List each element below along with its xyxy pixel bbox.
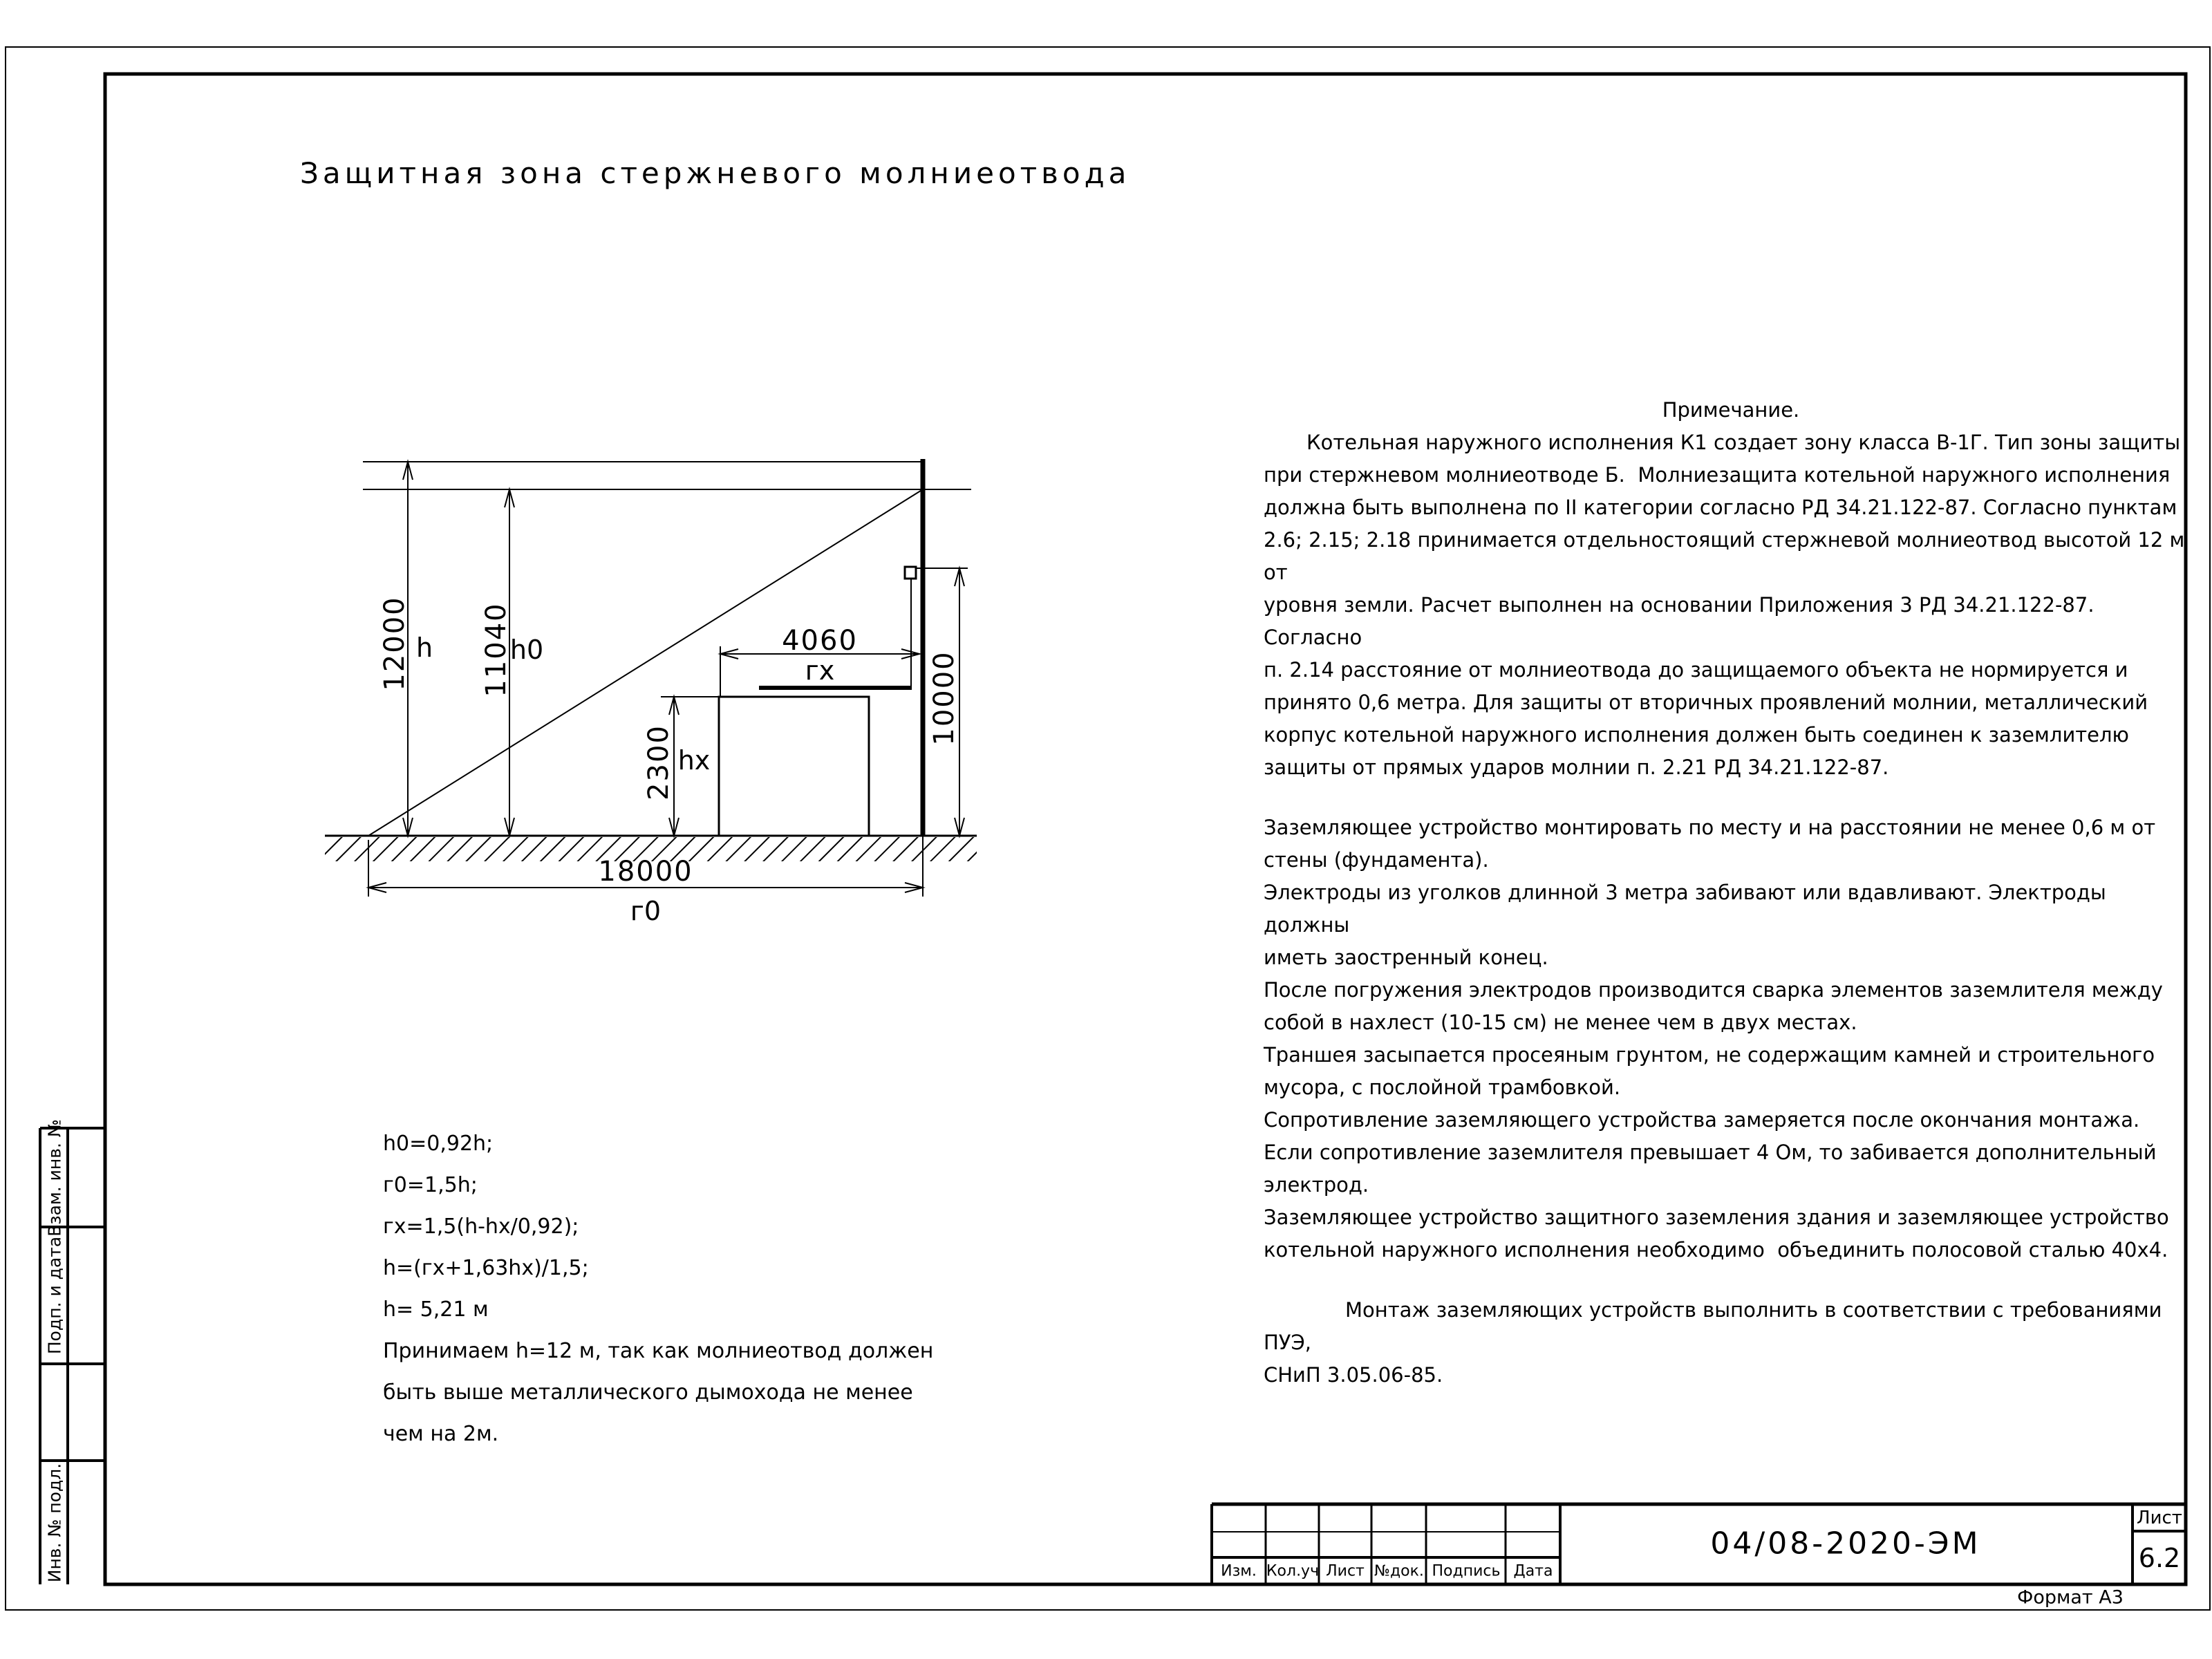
calc-line: h0=0,92h; [383, 1132, 494, 1156]
sheet-label: Лист [2137, 1508, 2182, 1528]
note-line: СНиП 3.05.06-85. [1264, 1363, 1443, 1387]
note-line: Примечание. [1662, 398, 1800, 422]
boiler-building [719, 697, 869, 836]
titleblock-col-izm: Изм. [1221, 1562, 1257, 1580]
h-label: h [415, 632, 433, 663]
note-line: собой в нахлест (10-15 см) не менее чем в двух местах. [1264, 1011, 1857, 1034]
rx-label: гх [805, 655, 835, 686]
note-line: защиты от прямых ударов молнии п. 2.21 РД 34.21.122-87. [1264, 756, 1889, 779]
dim-total-height-label: 12000 [379, 596, 411, 691]
calc-line: г0=1,5h; [383, 1173, 478, 1197]
note-line: Электроды из уголков длинной 3 метра забивают или вдавливают. Электроды должны [1264, 881, 2113, 937]
note-line: корпус котельной наружного исполнения должен быть соединен к заземлителю [1264, 723, 2129, 747]
format-note: Формат А3 [2017, 1586, 2124, 1609]
titleblock-col-data: Дата [1513, 1562, 1553, 1580]
note-line: иметь заостренный конец. [1264, 946, 1548, 969]
note-line: После погружения электродов производится сварка элементов заземлителя между [1264, 978, 2163, 1002]
dim-building-height-label: 2300 [643, 724, 675, 800]
note-line: электрод. [1264, 1173, 1369, 1197]
page-title: Защитная зона стержневого молниеотвода [300, 156, 1131, 190]
sheet-number: 6.2 [2138, 1543, 2181, 1573]
titleblock-col-ndok: №док. [1374, 1562, 1424, 1580]
r0-label: г0 [630, 896, 662, 926]
protection-zone-diagram [325, 459, 977, 897]
note-line: Монтаж заземляющих устройств выполнить в соответствии с требованиями ПУЭ, [1264, 1298, 2168, 1354]
note-line: должна быть выполнена по II категории согласно РД 34.21.122-87. Согласно пунктам [1264, 496, 2177, 519]
mast-clamp [905, 567, 916, 579]
dim-cone-height-label: 11040 [480, 602, 512, 697]
h0-label: h0 [509, 635, 544, 665]
dimension-arrowheads [368, 462, 964, 892]
note-line: уровня земли. Расчет выполнен на основании Приложения 3 РД 34.21.122-87. Согласно [1264, 593, 2101, 649]
stamp-inv-podl-label: Инв. № подл. [44, 1463, 65, 1583]
note-line: Заземляющее устройство монтировать по месту и на расстоянии не менее 0,6 м от [1264, 816, 2156, 839]
calc-line: гх=1,5(h-hx/0,92); [383, 1215, 579, 1239]
calc-line: h=(гх+1,63hx)/1,5; [383, 1256, 589, 1280]
dim-mast-height-label: 10000 [928, 650, 960, 746]
titleblock-col-list: Лист [1326, 1562, 1365, 1580]
stamp-vzam-inv-label: Взам. инв. № [44, 1119, 65, 1237]
note-line: при стержневом молниеотводе Б. Молниезащита котельной наружного исполнения [1264, 463, 2171, 487]
notes-block [1264, 394, 2198, 1391]
calc-line: быть выше металлического дымохода не менее [383, 1380, 913, 1405]
calc-line: h= 5,21 м [383, 1297, 489, 1322]
note-line: стены (фундамента). [1264, 848, 1489, 872]
calc-line: чем на 2м. [383, 1422, 499, 1446]
calc-line: Принимаем h=12 м, так как молниеотвод должен [383, 1339, 934, 1363]
note-line: Котельная наружного исполнения К1 создает зону класса В-1Г. Тип зоны защиты [1306, 431, 2181, 454]
note-line: Заземляющее устройство защитного заземления здания и заземляющее устройство [1264, 1206, 2169, 1229]
note-line: котельной наружного исполнения необходимо объединить полосовой сталью 40х4. [1264, 1238, 2168, 1262]
note-line: принято 0,6 метра. Для защиты от вторичных проявлений молнии, металлический [1264, 691, 2148, 714]
document-number: 04/08-2020-ЭМ [1710, 1526, 1981, 1562]
note-line: мусора, с послойной трамбовкой. [1264, 1076, 1621, 1099]
stamp-podp-data-label: Подп. и дата [44, 1236, 65, 1355]
note-line: Если сопротивление заземлителя превышает 4 Ом, то забивается дополнительный [1264, 1141, 2157, 1164]
note-line: Траншея засыпается просеяным грунтом, не содержащим камней и строительного [1264, 1043, 2155, 1067]
dim-radius-0-label: 18000 [598, 856, 693, 888]
titleblock-col-koluch: Кол.уч [1266, 1562, 1320, 1580]
hx-label: hx [677, 745, 711, 776]
note-line: Сопротивление заземляющего устройства замеряется после окончания монтажа. [1264, 1108, 2140, 1132]
dim-radius-x-label: 4060 [782, 625, 858, 657]
titleblock-col-podpis: Подпись [1432, 1562, 1501, 1580]
calculation-block [383, 1123, 933, 1455]
note-line: п. 2.14 расстояние от молниеотвода до защищаемого объекта не нормируется и [1264, 658, 2128, 682]
note-line: 2.6; 2.15; 2.18 принимается отдельностоящий стержневой молниеотвод высотой 12 м от [1264, 528, 2191, 584]
